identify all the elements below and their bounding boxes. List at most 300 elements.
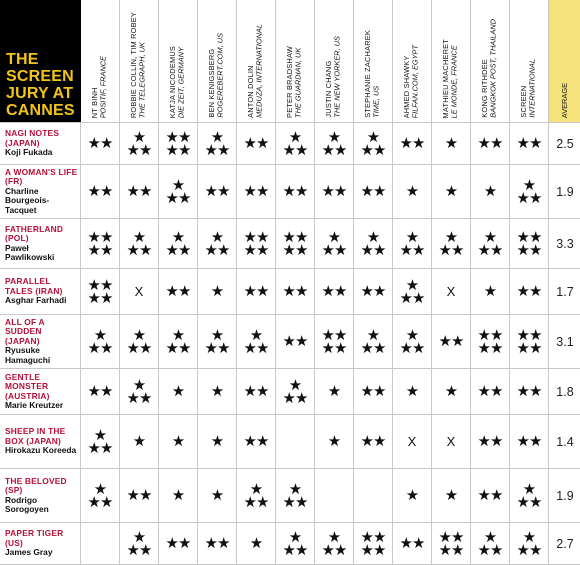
rating-cell xyxy=(510,523,549,565)
star-icon: ★★ xyxy=(516,227,542,246)
rating-cell xyxy=(120,523,159,565)
star-icon: ★ xyxy=(483,182,497,200)
star-icon: ★ xyxy=(366,127,380,146)
rating-cell xyxy=(237,315,276,369)
rating-cell xyxy=(276,415,315,469)
film-director: Koji Fukada xyxy=(5,147,53,158)
rating-cell xyxy=(510,469,549,523)
star-icon: ★★ xyxy=(360,527,386,546)
star-icon: ★★ xyxy=(165,282,191,300)
star-icon: ★ xyxy=(132,127,146,146)
star-icon: ★ xyxy=(327,127,341,146)
rating-cell xyxy=(510,369,549,415)
star-icon: ★★ xyxy=(87,338,113,357)
critic-header xyxy=(159,0,198,123)
star-icon: ★★ xyxy=(282,182,308,200)
critic-publication: BANGKOK POST, THAILAND xyxy=(489,19,498,118)
star-icon: ★★ xyxy=(204,240,230,259)
star-icon: ★★ xyxy=(87,134,113,152)
rating-cell xyxy=(393,415,432,469)
star-icon: ★ xyxy=(171,432,185,450)
star-icon: ★★ xyxy=(243,382,269,400)
average-score: 1.7 xyxy=(549,269,580,315)
star-icon: ★★ xyxy=(477,432,503,450)
rating-cell xyxy=(120,315,159,369)
star-icon: ★★ xyxy=(87,182,113,200)
star-icon: ★★ xyxy=(282,540,308,559)
star-icon: ★★ xyxy=(438,332,464,350)
rating-cell xyxy=(198,523,237,565)
star-icon: ★★ xyxy=(516,188,542,207)
rating-cell xyxy=(315,219,354,269)
star-icon: ★★ xyxy=(204,338,230,357)
star-icon: ★ xyxy=(210,325,224,344)
rating-cell xyxy=(198,269,237,315)
critic-publication: INTERNATIONAL xyxy=(528,59,537,118)
rating-cell xyxy=(276,269,315,315)
critic-name: ANTON DOLIN xyxy=(246,65,256,118)
film-director: James Gray xyxy=(5,547,53,558)
star-icon: ★★ xyxy=(204,140,230,159)
rating-cell xyxy=(354,315,393,369)
star-icon: ★ xyxy=(210,127,224,146)
star-icon: ★★ xyxy=(243,432,269,450)
critic-name: JUSTIN CHANG xyxy=(324,60,334,118)
rating-cell xyxy=(432,369,471,415)
rating-cell xyxy=(393,523,432,565)
star-icon: ★★ xyxy=(87,240,113,259)
star-icon: ★ xyxy=(288,127,302,146)
critic-publication: POSITIF, FRANCE xyxy=(99,55,108,118)
star-icon: ★★ xyxy=(399,240,425,259)
rating-cell xyxy=(81,369,120,415)
star-icon: ★★ xyxy=(477,134,503,152)
critic-publication: FILFAN.COM, EGYPT xyxy=(411,44,420,118)
star-icon: ★★ xyxy=(516,432,542,450)
critic-header xyxy=(510,0,549,123)
star-icon: ★★ xyxy=(243,134,269,152)
critic-name: KONG RITHDEE xyxy=(480,59,490,118)
star-icon: ★ xyxy=(249,534,263,552)
critic-header xyxy=(237,0,276,123)
star-icon: ★★ xyxy=(87,382,113,400)
star-icon: ★ xyxy=(405,182,419,200)
rating-cell xyxy=(81,219,120,269)
star-icon: ★ xyxy=(483,282,497,300)
film-director: Charline Bourgeois-Tacquet xyxy=(5,185,50,215)
critic-name: SCREEN xyxy=(519,85,529,118)
star-icon: ★ xyxy=(171,175,185,194)
rating-cell xyxy=(120,469,159,523)
rating-cell xyxy=(471,269,510,315)
critic-label xyxy=(169,46,186,118)
critic-publication: ROGEREBERT.COM, US xyxy=(216,33,225,118)
star-icon: ★ xyxy=(366,227,380,246)
rating-cell xyxy=(393,219,432,269)
star-icon: ★★ xyxy=(282,282,308,300)
critic-name: BEN KENIGSBERG xyxy=(207,49,217,118)
star-icon: ★ xyxy=(210,382,224,400)
critic-publication: TIME, US xyxy=(372,85,381,118)
rating-cell xyxy=(198,165,237,219)
rating-cell xyxy=(354,123,393,165)
star-icon: ★★ xyxy=(282,140,308,159)
critic-name: STEPHANIE ZACHAREK xyxy=(363,30,373,118)
rating-cell xyxy=(315,469,354,523)
rating-cell xyxy=(159,523,198,565)
star-icon: ★★ xyxy=(243,492,269,511)
star-icon: ★★ xyxy=(360,140,386,159)
critic-header xyxy=(471,0,510,123)
rating-cell xyxy=(120,165,159,219)
critic-label xyxy=(130,12,147,118)
star-icon: ★★ xyxy=(516,240,542,259)
rating-cell xyxy=(276,469,315,523)
rating-cell xyxy=(120,269,159,315)
rating-cell xyxy=(315,415,354,469)
rating-cell xyxy=(120,219,159,269)
critic-name: MATHIEU MACHERET xyxy=(441,38,451,118)
film-title: THE BELOVED (SP) xyxy=(5,475,67,496)
star-icon: ★★ xyxy=(126,182,152,200)
star-icon: ★★ xyxy=(399,288,425,307)
film-title: NAGI NOTES (JAPAN) xyxy=(5,128,60,148)
star-icon: ★ xyxy=(522,527,536,546)
film-row-label xyxy=(0,469,81,523)
critic-name: KATJA NICODEMUS xyxy=(168,45,178,118)
star-icon: ★★ xyxy=(165,127,191,146)
rating-cell xyxy=(354,415,393,469)
rating-cell xyxy=(159,415,198,469)
star-icon: ★★ xyxy=(321,338,347,357)
star-icon: ★★ xyxy=(516,338,542,357)
star-icon: ★ xyxy=(405,486,419,504)
rating-cell xyxy=(471,369,510,415)
star-icon: ★★ xyxy=(477,325,503,344)
star-icon: ★ xyxy=(522,479,536,498)
star-icon: ★ xyxy=(405,227,419,246)
film-director: Marie Kreutzer xyxy=(5,399,64,410)
rating-cell xyxy=(237,269,276,315)
star-icon: ★★ xyxy=(243,227,269,246)
rating-cell xyxy=(81,269,120,315)
rating-cell xyxy=(276,369,315,415)
critic-header xyxy=(120,0,159,123)
rating-cell xyxy=(510,415,549,469)
no-rating-mark: X xyxy=(446,284,456,299)
star-icon: ★ xyxy=(483,227,497,246)
star-icon: ★★ xyxy=(126,486,152,504)
star-icon: ★★ xyxy=(399,338,425,357)
rating-cell xyxy=(471,219,510,269)
star-icon: ★★ xyxy=(282,388,308,407)
film-row-label xyxy=(0,165,81,219)
rating-cell xyxy=(393,123,432,165)
critic-label xyxy=(403,45,420,118)
rating-cell xyxy=(159,219,198,269)
rating-cell xyxy=(159,269,198,315)
critic-header xyxy=(432,0,471,123)
rating-cell xyxy=(120,123,159,165)
critic-name: AHMED SHAWKY xyxy=(402,55,412,118)
star-icon: ★★ xyxy=(321,540,347,559)
critic-publication: THE NEW YORKER, US xyxy=(333,36,342,118)
film-row-label xyxy=(0,123,81,165)
star-icon: ★★ xyxy=(477,486,503,504)
rating-cell xyxy=(237,523,276,565)
rating-cell xyxy=(276,219,315,269)
rating-cell xyxy=(315,369,354,415)
star-icon: ★ xyxy=(132,325,146,344)
rating-cell xyxy=(354,523,393,565)
star-icon: ★ xyxy=(405,325,419,344)
star-icon: ★★ xyxy=(516,282,542,300)
rating-cell xyxy=(315,269,354,315)
rating-cell xyxy=(354,369,393,415)
film-title: PAPER TIGER (US) xyxy=(5,528,64,548)
star-icon: ★★ xyxy=(204,182,230,200)
star-icon: ★ xyxy=(522,175,536,194)
star-icon: ★ xyxy=(210,227,224,246)
star-icon: ★ xyxy=(249,479,263,498)
rating-cell xyxy=(471,415,510,469)
rating-cell xyxy=(276,523,315,565)
star-icon: ★ xyxy=(405,275,419,294)
no-rating-mark: X xyxy=(134,284,144,299)
star-icon: ★★ xyxy=(126,240,152,259)
star-icon: ★ xyxy=(444,182,458,200)
critic-label xyxy=(364,30,381,118)
star-icon: ★★ xyxy=(282,332,308,350)
rating-cell xyxy=(315,523,354,565)
no-rating-mark: X xyxy=(446,434,456,449)
star-icon: ★★ xyxy=(243,282,269,300)
rating-cell xyxy=(120,369,159,415)
rating-cell xyxy=(432,469,471,523)
star-icon: ★★ xyxy=(321,182,347,200)
star-icon: ★ xyxy=(93,425,107,444)
star-icon: ★ xyxy=(405,382,419,400)
film-director: Ryusuke Hamaguchi xyxy=(5,345,51,365)
critic-label xyxy=(247,24,264,118)
star-icon: ★★ xyxy=(399,534,425,552)
rating-cell xyxy=(354,165,393,219)
rating-cell xyxy=(159,165,198,219)
film-title: ALL OF A SUDDEN (JAPAN) xyxy=(5,316,45,346)
average-score: 2.5 xyxy=(549,123,580,165)
rating-cell xyxy=(159,469,198,523)
rating-cell xyxy=(198,469,237,523)
rating-cell xyxy=(354,269,393,315)
film-row-label xyxy=(0,315,81,369)
star-icon: ★★ xyxy=(438,540,464,559)
star-icon: ★★ xyxy=(126,388,152,407)
star-icon: ★★ xyxy=(516,382,542,400)
critic-header xyxy=(393,0,432,123)
star-icon: ★ xyxy=(132,527,146,546)
star-icon: ★★ xyxy=(516,134,542,152)
jury-title-text: THE SCREEN JURY AT CANNES xyxy=(6,51,75,119)
star-icon: ★ xyxy=(366,325,380,344)
critic-label xyxy=(208,33,225,118)
rating-cell xyxy=(81,415,120,469)
film-row-label xyxy=(0,523,81,565)
star-icon: ★ xyxy=(210,432,224,450)
rating-cell xyxy=(237,469,276,523)
star-icon: ★★ xyxy=(282,240,308,259)
average-score: 2.7 xyxy=(549,523,580,565)
critic-header xyxy=(354,0,393,123)
critic-label xyxy=(442,39,459,118)
star-icon: ★★ xyxy=(360,382,386,400)
rating-cell xyxy=(510,219,549,269)
rating-cell xyxy=(237,415,276,469)
critic-publication: THE TELEGRAPH, UK xyxy=(138,42,147,118)
film-row-label xyxy=(0,369,81,415)
rating-cell xyxy=(198,123,237,165)
rating-cell xyxy=(198,369,237,415)
rating-cell xyxy=(393,269,432,315)
rating-cell xyxy=(432,219,471,269)
star-icon: ★ xyxy=(327,382,341,400)
star-icon: ★★ xyxy=(438,527,464,546)
star-icon: ★★ xyxy=(438,240,464,259)
rating-cell xyxy=(393,469,432,523)
rating-cell xyxy=(432,123,471,165)
rating-cell xyxy=(81,523,120,565)
star-icon: ★ xyxy=(249,325,263,344)
star-icon: ★ xyxy=(444,382,458,400)
critic-publication: THE GUARDIAN, UK xyxy=(294,47,303,118)
rating-cell xyxy=(276,315,315,369)
star-icon: ★ xyxy=(327,432,341,450)
star-icon: ★★ xyxy=(87,492,113,511)
rating-cell xyxy=(159,123,198,165)
rating-cell xyxy=(159,369,198,415)
no-rating-mark: X xyxy=(407,434,417,449)
star-icon: ★★ xyxy=(477,240,503,259)
star-icon: ★★ xyxy=(360,432,386,450)
rating-cell xyxy=(198,415,237,469)
rating-cell xyxy=(393,369,432,415)
rating-cell xyxy=(159,315,198,369)
film-director: Paweł Pawlikowski xyxy=(5,242,55,262)
star-icon: ★★ xyxy=(516,540,542,559)
average-score: 1.8 xyxy=(549,369,580,415)
rating-cell xyxy=(237,219,276,269)
star-icon: ★★ xyxy=(360,182,386,200)
rating-cell xyxy=(237,123,276,165)
rating-cell xyxy=(432,269,471,315)
average-score: 1.9 xyxy=(549,469,580,523)
rating-cell xyxy=(432,415,471,469)
critic-label xyxy=(325,36,342,118)
star-icon: ★★ xyxy=(87,227,113,246)
star-icon: ★★ xyxy=(321,140,347,159)
star-icon: ★★ xyxy=(360,338,386,357)
rating-cell xyxy=(315,315,354,369)
star-icon: ★★ xyxy=(399,134,425,152)
critic-label xyxy=(286,46,303,118)
critic-header xyxy=(198,0,237,123)
star-icon: ★★ xyxy=(477,338,503,357)
star-icon: ★★ xyxy=(165,240,191,259)
rating-cell xyxy=(432,315,471,369)
rating-cell xyxy=(471,165,510,219)
jury-title xyxy=(0,0,81,123)
star-icon: ★★ xyxy=(126,540,152,559)
star-icon: ★ xyxy=(171,325,185,344)
film-title: GENTLE MONSTER (AUSTRIA) xyxy=(5,371,50,401)
film-title: PARALLEL TALES (IRAN) xyxy=(5,276,63,296)
critic-label xyxy=(481,19,498,118)
star-icon: ★★ xyxy=(477,540,503,559)
star-icon: ★ xyxy=(444,227,458,246)
star-icon: ★ xyxy=(132,432,146,450)
star-icon: ★ xyxy=(444,486,458,504)
rating-cell xyxy=(315,165,354,219)
star-icon: ★★ xyxy=(321,282,347,300)
rating-cell xyxy=(471,469,510,523)
critic-name: NT BINH xyxy=(90,87,100,118)
critic-name: PETER BRADSHAW xyxy=(285,46,295,118)
critic-header xyxy=(315,0,354,123)
rating-cell xyxy=(276,165,315,219)
rating-cell xyxy=(510,123,549,165)
star-icon: ★★ xyxy=(516,325,542,344)
rating-cell xyxy=(237,369,276,415)
critic-header xyxy=(276,0,315,123)
star-icon: ★★ xyxy=(243,240,269,259)
star-icon: ★★ xyxy=(282,227,308,246)
rating-cell xyxy=(471,523,510,565)
star-icon: ★ xyxy=(210,486,224,504)
star-icon: ★ xyxy=(171,486,185,504)
critic-label xyxy=(520,59,537,118)
star-icon: ★ xyxy=(93,325,107,344)
star-icon: ★★ xyxy=(321,325,347,344)
rating-cell xyxy=(471,315,510,369)
critic-publication: LE MONDE, FRANCE xyxy=(450,44,459,118)
average-score: 3.1 xyxy=(549,315,580,369)
star-icon: ★★ xyxy=(360,540,386,559)
rating-cell xyxy=(237,165,276,219)
rating-cell xyxy=(315,123,354,165)
film-row-label xyxy=(0,415,81,469)
average-label: AVERAGE xyxy=(559,82,569,118)
star-icon: ★★ xyxy=(516,492,542,511)
star-icon: ★★ xyxy=(360,282,386,300)
star-icon: ★★ xyxy=(165,140,191,159)
film-row-label xyxy=(0,269,81,315)
star-icon: ★ xyxy=(483,527,497,546)
film-row-label xyxy=(0,219,81,269)
rating-cell xyxy=(354,219,393,269)
star-icon: ★★ xyxy=(282,492,308,511)
rating-cell xyxy=(81,165,120,219)
film-title: SHEEP IN THE BOX (JAPAN) xyxy=(5,426,66,446)
rating-cell xyxy=(276,123,315,165)
star-icon: ★ xyxy=(444,134,458,152)
star-icon: ★ xyxy=(288,479,302,498)
film-title: A WOMAN'S LIFE (FR) xyxy=(5,166,78,187)
star-icon: ★ xyxy=(210,282,224,300)
star-icon: ★★ xyxy=(87,288,113,307)
rating-cell xyxy=(198,219,237,269)
critic-header xyxy=(81,0,120,123)
rating-cell xyxy=(120,415,159,469)
star-icon: ★★ xyxy=(204,534,230,552)
